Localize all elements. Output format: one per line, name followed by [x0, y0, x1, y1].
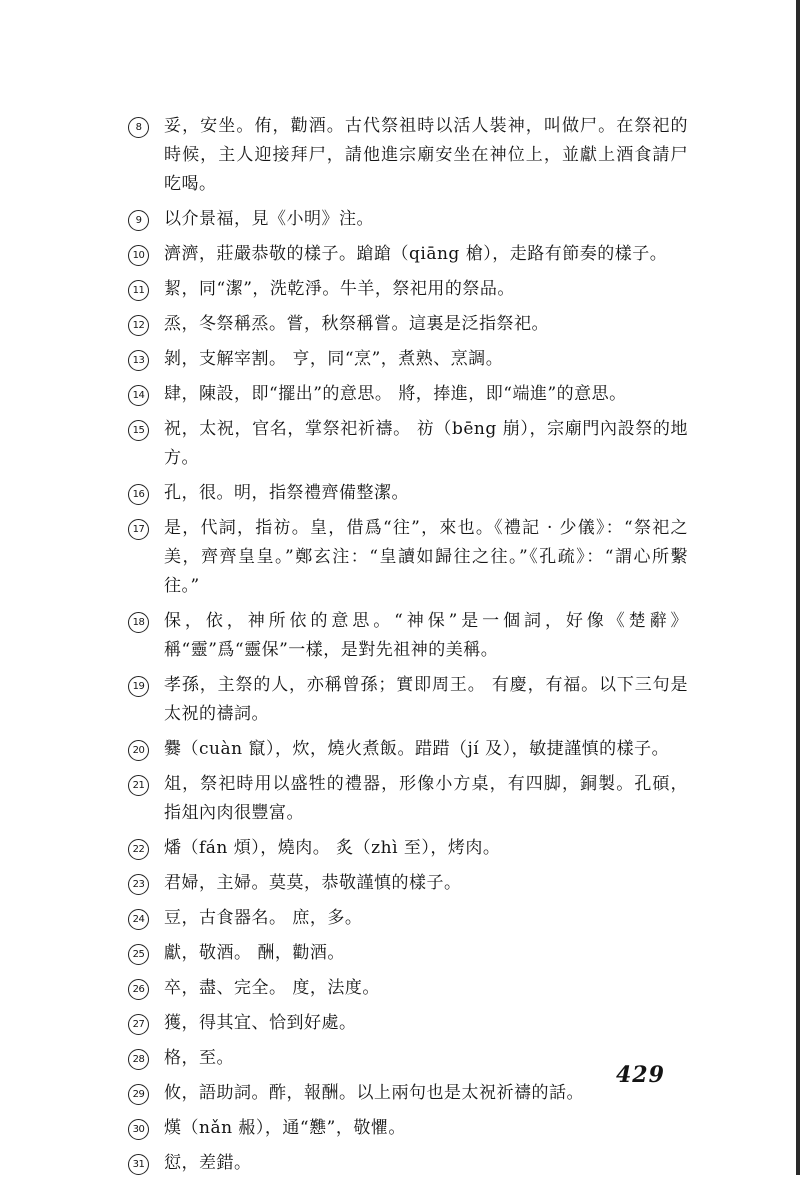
note-item [128, 479, 688, 508]
note-item [128, 607, 688, 665]
note-number: 25 [128, 944, 149, 965]
note-number: 13 [128, 350, 149, 371]
note-item [128, 380, 688, 409]
note-number: 26 [128, 979, 149, 1000]
note-item [128, 1149, 688, 1178]
note-text: 俎，祭祀時用以盛牲的禮器，形像小方桌，有四脚，銅製。孔碩，指俎內肉很豐富。 [164, 774, 688, 823]
note-number: 15 [128, 420, 149, 441]
note-text: 是，代詞，指祊。皇，借爲“往”，來也。《禮記 · 少儀》：“祭祀之美，齊齊皇皇。”鄭玄注：“皇讀如歸往之往。”《孔疏》：“謂心所繫往。” [164, 518, 688, 596]
note-item [128, 735, 688, 764]
note-text: 豆，古食器名。 庶，多。 [164, 908, 363, 928]
note-item [128, 834, 688, 863]
note-number: 12 [128, 315, 149, 336]
note-text: 孔，很。明，指祭禮齊備整潔。 [164, 483, 409, 503]
note-number: 28 [128, 1049, 149, 1070]
note-item [128, 770, 688, 828]
note-text: 熯（nǎn 赧），通“戁”，敬懼。 [164, 1118, 406, 1138]
note-number: 24 [128, 909, 149, 930]
note-number: 16 [128, 484, 149, 505]
note-text: 剝，支解宰割。 亨，同“烹”，煮熟、烹調。 [164, 349, 504, 369]
note-number: 14 [128, 385, 149, 406]
note-item [128, 415, 688, 473]
note-text: 祝，太祝，官名，掌祭祀祈禱。 祊（bēng 崩），宗廟門內設祭的地方。 [164, 419, 688, 468]
note-text: 濟濟，莊嚴恭敬的樣子。蹌蹌（qiāng 槍），走路有節奏的樣子。 [164, 244, 668, 264]
note-number: 27 [128, 1014, 149, 1035]
note-text: 妥，安坐。侑，勸酒。古代祭祖時以活人裝神，叫做尸。在祭祀的時候，主人迎接拜尸，請他進宗廟安坐在神位上，並獻上酒食請尸吃喝。 [164, 116, 688, 194]
note-text: 格，至。 [164, 1048, 234, 1068]
page-edge [796, 0, 800, 1175]
note-text: 卒，盡、完全。 度，法度。 [164, 978, 380, 998]
note-item [128, 240, 688, 269]
note-number: 19 [128, 676, 149, 697]
note-item [128, 1079, 688, 1108]
note-item [128, 1114, 688, 1143]
note-text: 君婦，主婦。莫莫，恭敬謹慎的樣子。 [164, 873, 462, 893]
note-item [128, 275, 688, 304]
note-item [128, 345, 688, 374]
note-number: 29 [128, 1084, 149, 1105]
note-number: 20 [128, 740, 149, 761]
notes-list [128, 112, 688, 1184]
note-item [128, 904, 688, 933]
note-item [128, 1009, 688, 1038]
note-item [128, 939, 688, 968]
note-number: 11 [128, 280, 149, 301]
note-number: 23 [128, 874, 149, 895]
note-item [128, 310, 688, 339]
note-number: 30 [128, 1119, 149, 1140]
note-text: 烝，冬祭稱烝。嘗，秋祭稱嘗。這裏是泛指祭祀。 [164, 314, 549, 334]
note-text: 攸，語助詞。酢，報酬。以上兩句也是太祝祈禱的話。 [164, 1083, 584, 1103]
note-text: 燔（fán 煩），燒肉。 炙（zhì 至），烤肉。 [164, 838, 501, 858]
note-number: 31 [128, 1154, 149, 1175]
note-text: 保，依，神所依的意思。“神保”是一個詞，好像《楚辭》稱“靈”爲“靈保”一樣，是對先祖神的美稱。 [164, 611, 688, 660]
note-item [128, 514, 688, 601]
note-number: 8 [128, 117, 149, 138]
note-number: 9 [128, 210, 149, 231]
note-text: 爨（cuàn 竄），炊，燒火煮飯。踖踖（jí 及），敏捷謹慎的樣子。 [164, 739, 670, 759]
note-text: 肆，陳設，即“擺出”的意思。 將，捧進，即“端進”的意思。 [164, 384, 627, 404]
note-text: 獲，得其宜、恰到好處。 [164, 1013, 357, 1033]
note-item [128, 974, 688, 1003]
note-item [128, 869, 688, 898]
note-number: 10 [128, 245, 149, 266]
note-number: 17 [128, 519, 149, 540]
note-item [128, 112, 688, 199]
note-text: 愆，差錯。 [164, 1153, 252, 1173]
note-number: 21 [128, 775, 149, 796]
note-number: 18 [128, 612, 149, 633]
note-number: 22 [128, 839, 149, 860]
note-text: 以介景福，見《小明》注。 [164, 209, 374, 229]
note-item [128, 671, 688, 729]
note-item [128, 1044, 688, 1073]
note-text: 孝孫，主祭的人，亦稱曾孫；實即周王。 有慶，有福。以下三句是太祝的禱詞。 [164, 675, 688, 724]
note-text: 獻，敬酒。 酬，勸酒。 [164, 943, 345, 963]
note-item [128, 205, 688, 234]
page-number: 429 [616, 1062, 665, 1088]
note-text: 絜，同“潔”，洗乾淨。牛羊，祭祀用的祭品。 [164, 279, 515, 299]
